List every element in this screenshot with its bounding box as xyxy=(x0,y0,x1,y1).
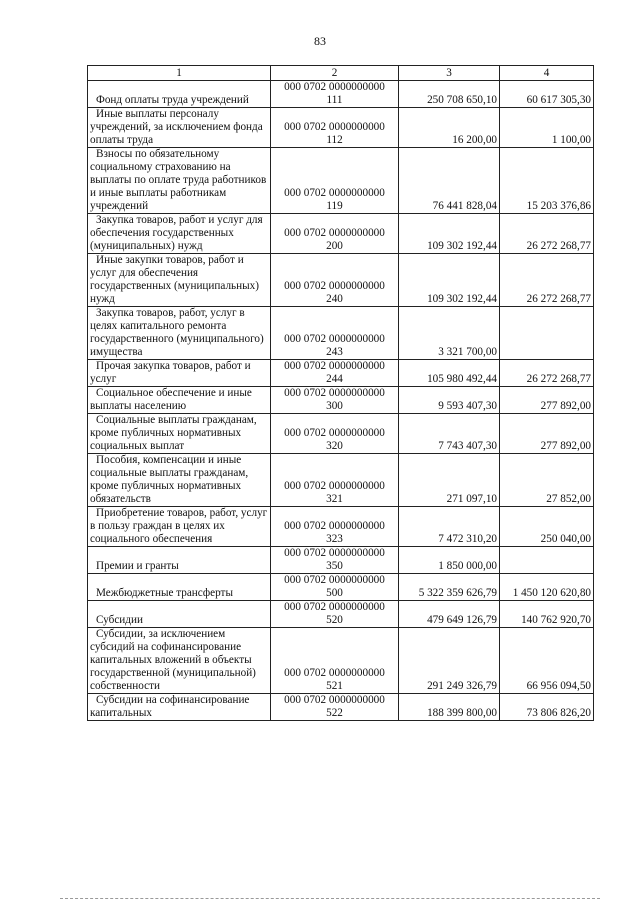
row-amount-col4: 26 272 268,77 xyxy=(500,214,594,254)
row-amount-col3: 7 743 407,30 xyxy=(399,414,500,454)
row-code-prefix: 000 0702 0000000000 xyxy=(284,280,385,292)
row-code-suffix: 350 xyxy=(326,560,343,572)
header-row xyxy=(88,66,594,81)
page-bottom-rule xyxy=(60,898,600,899)
row-name-cell xyxy=(88,148,271,214)
row-code-suffix: 521 xyxy=(326,680,343,692)
table-row xyxy=(88,254,594,307)
row-amount-col3: 76 441 828,04 xyxy=(399,148,500,214)
row-code-prefix: 000 0702 0000000000 xyxy=(284,547,385,559)
table-body xyxy=(88,81,594,721)
row-code-cell xyxy=(271,254,399,307)
row-code-cell xyxy=(271,694,399,721)
row-code-cell xyxy=(271,574,399,601)
row-code-cell xyxy=(271,307,399,360)
row-code-cell xyxy=(271,387,399,414)
row-code-prefix: 000 0702 0000000000 xyxy=(284,360,385,372)
row-code-suffix: 244 xyxy=(326,373,343,385)
row-amount-col3: 250 708 650,10 xyxy=(399,81,500,108)
row-name: Иные закупки товаров, работ и услуг для обеспечения государственных (муниципальных) нужд xyxy=(90,254,259,305)
row-code-prefix: 000 0702 0000000000 xyxy=(284,667,385,679)
row-amount-col4: 26 272 268,77 xyxy=(500,254,594,307)
row-code-cell xyxy=(271,414,399,454)
row-code-cell xyxy=(271,601,399,628)
table-row xyxy=(88,387,594,414)
row-code-cell xyxy=(271,81,399,108)
row-amount-col4: 1 100,00 xyxy=(500,108,594,148)
table-row xyxy=(88,148,594,214)
row-name-cell xyxy=(88,108,271,148)
page-number: 83 xyxy=(314,34,326,48)
row-code-suffix: 300 xyxy=(326,400,343,412)
row-name: Иные выплаты персоналу учреждений, за исключением фонда оплаты труда xyxy=(90,108,263,146)
column-header-2: 2 xyxy=(271,66,399,81)
row-code-cell xyxy=(271,108,399,148)
row-name-cell xyxy=(88,507,271,547)
row-code-suffix: 240 xyxy=(326,293,343,305)
row-name-cell xyxy=(88,214,271,254)
row-code-suffix: 243 xyxy=(326,346,343,358)
row-amount-col3: 105 980 492,44 xyxy=(399,360,500,387)
row-amount-col4 xyxy=(500,307,594,360)
table-row xyxy=(88,454,594,507)
row-amount-col3: 109 302 192,44 xyxy=(399,214,500,254)
row-code-prefix: 000 0702 0000000000 xyxy=(284,427,385,439)
row-amount-col4 xyxy=(500,547,594,574)
table-row xyxy=(88,414,594,454)
row-code-prefix: 000 0702 0000000000 xyxy=(284,227,385,239)
row-amount-col3: 271 097,10 xyxy=(399,454,500,507)
row-name: Взносы по обязательному социальному страхованию на выплаты по оплате труда работников и иные выплаты работникам учреждений xyxy=(90,148,267,212)
row-name: Субсидии, за исключением субсидий на софинансирование капитальных вложений в объекты государственной (муниципальной) собственности xyxy=(90,628,256,692)
table-row xyxy=(88,694,594,721)
table-row xyxy=(88,214,594,254)
row-amount-col4: 15 203 376,86 xyxy=(500,148,594,214)
table-row xyxy=(88,307,594,360)
budget-table xyxy=(87,65,594,721)
row-amount-col4: 60 617 305,30 xyxy=(500,81,594,108)
row-amount-col4: 277 892,00 xyxy=(500,414,594,454)
row-code-prefix: 000 0702 0000000000 xyxy=(284,601,385,613)
row-amount-col3: 9 593 407,30 xyxy=(399,387,500,414)
row-code-suffix: 522 xyxy=(326,707,343,719)
row-code-cell xyxy=(271,628,399,694)
row-amount-col3: 3 321 700,00 xyxy=(399,307,500,360)
row-amount-col3: 109 302 192,44 xyxy=(399,254,500,307)
row-name: Межбюджетные трансферты xyxy=(96,587,233,599)
column-header-4: 4 xyxy=(500,66,594,81)
row-name: Фонд оплаты труда учреждений xyxy=(96,94,249,106)
row-name-cell xyxy=(88,574,271,601)
row-name-cell xyxy=(88,360,271,387)
row-amount-col3: 479 649 126,79 xyxy=(399,601,500,628)
row-code-prefix: 000 0702 0000000000 xyxy=(284,520,385,532)
row-amount-col4: 73 806 826,20 xyxy=(500,694,594,721)
row-code-prefix: 000 0702 0000000000 xyxy=(284,480,385,492)
row-code-prefix: 000 0702 0000000000 xyxy=(284,187,385,199)
row-amount-col3: 291 249 326,79 xyxy=(399,628,500,694)
table-row xyxy=(88,547,594,574)
row-name: Приобретение товаров, работ, услуг в пользу граждан в целях их социального обеспечения xyxy=(90,507,268,545)
row-code-cell xyxy=(271,547,399,574)
row-amount-col3: 188 399 800,00 xyxy=(399,694,500,721)
row-code-suffix: 321 xyxy=(326,493,343,505)
row-name-cell xyxy=(88,81,271,108)
table-row xyxy=(88,574,594,601)
row-amount-col3: 16 200,00 xyxy=(399,108,500,148)
row-name-cell xyxy=(88,454,271,507)
row-name: Социальное обеспечение и иные выплаты населению xyxy=(90,387,252,412)
row-name: Субсидии на софинансирование капитальных xyxy=(90,694,250,719)
row-amount-col4: 140 762 920,70 xyxy=(500,601,594,628)
row-name: Прочая закупка товаров, работ и услуг xyxy=(90,360,251,385)
row-name-cell xyxy=(88,307,271,360)
row-code-prefix: 000 0702 0000000000 xyxy=(284,81,385,93)
row-name: Пособия, компенсации и иные социальные выплаты гражданам, кроме публичных нормативных обязательств xyxy=(90,454,249,505)
row-code-prefix: 000 0702 0000000000 xyxy=(284,121,385,133)
table-row xyxy=(88,628,594,694)
row-code-prefix: 000 0702 0000000000 xyxy=(284,333,385,345)
row-amount-col4: 26 272 268,77 xyxy=(500,360,594,387)
row-name-cell xyxy=(88,547,271,574)
row-code-suffix: 323 xyxy=(326,533,343,545)
table-row xyxy=(88,108,594,148)
row-code-suffix: 520 xyxy=(326,614,343,626)
row-code-suffix: 200 xyxy=(326,240,343,252)
table-row xyxy=(88,601,594,628)
row-code-prefix: 000 0702 0000000000 xyxy=(284,574,385,586)
row-code-suffix: 500 xyxy=(326,587,343,599)
row-amount-col4: 1 450 120 620,80 xyxy=(500,574,594,601)
column-header-1: 1 xyxy=(88,66,271,81)
table-row xyxy=(88,360,594,387)
row-amount-col4: 27 852,00 xyxy=(500,454,594,507)
row-name: Закупка товаров, работ, услуг в целях капитального ремонта государственного (муниципального) имущества xyxy=(90,307,264,358)
row-name-cell xyxy=(88,254,271,307)
row-code-suffix: 320 xyxy=(326,440,343,452)
row-code-prefix: 000 0702 0000000000 xyxy=(284,694,385,706)
row-code-cell xyxy=(271,214,399,254)
row-name-cell xyxy=(88,601,271,628)
row-code-cell xyxy=(271,148,399,214)
table-row xyxy=(88,507,594,547)
row-amount-col3: 5 322 359 626,79 xyxy=(399,574,500,601)
row-amount-col3: 1 850 000,00 xyxy=(399,547,500,574)
row-code-suffix: 112 xyxy=(326,134,343,146)
row-name: Закупка товаров, работ и услуг для обеспечения государственных (муниципальных) нужд xyxy=(90,214,263,252)
row-name: Социальные выплаты гражданам, кроме публичных нормативных социальных выплат xyxy=(90,414,257,452)
row-code-prefix: 000 0702 0000000000 xyxy=(284,387,385,399)
row-name: Субсидии xyxy=(96,614,143,626)
row-name-cell xyxy=(88,628,271,694)
row-name-cell xyxy=(88,414,271,454)
row-name: Премии и гранты xyxy=(96,560,179,572)
row-code-suffix: 119 xyxy=(326,200,343,212)
column-header-3: 3 xyxy=(399,66,500,81)
table-row xyxy=(88,81,594,108)
row-code-cell xyxy=(271,360,399,387)
row-amount-col4: 66 956 094,50 xyxy=(500,628,594,694)
row-code-cell xyxy=(271,454,399,507)
row-code-suffix: 111 xyxy=(326,94,343,106)
row-amount-col4: 250 040,00 xyxy=(500,507,594,547)
row-amount-col3: 7 472 310,20 xyxy=(399,507,500,547)
row-code-cell xyxy=(271,507,399,547)
row-name-cell xyxy=(88,387,271,414)
row-amount-col4: 277 892,00 xyxy=(500,387,594,414)
row-name-cell xyxy=(88,694,271,721)
